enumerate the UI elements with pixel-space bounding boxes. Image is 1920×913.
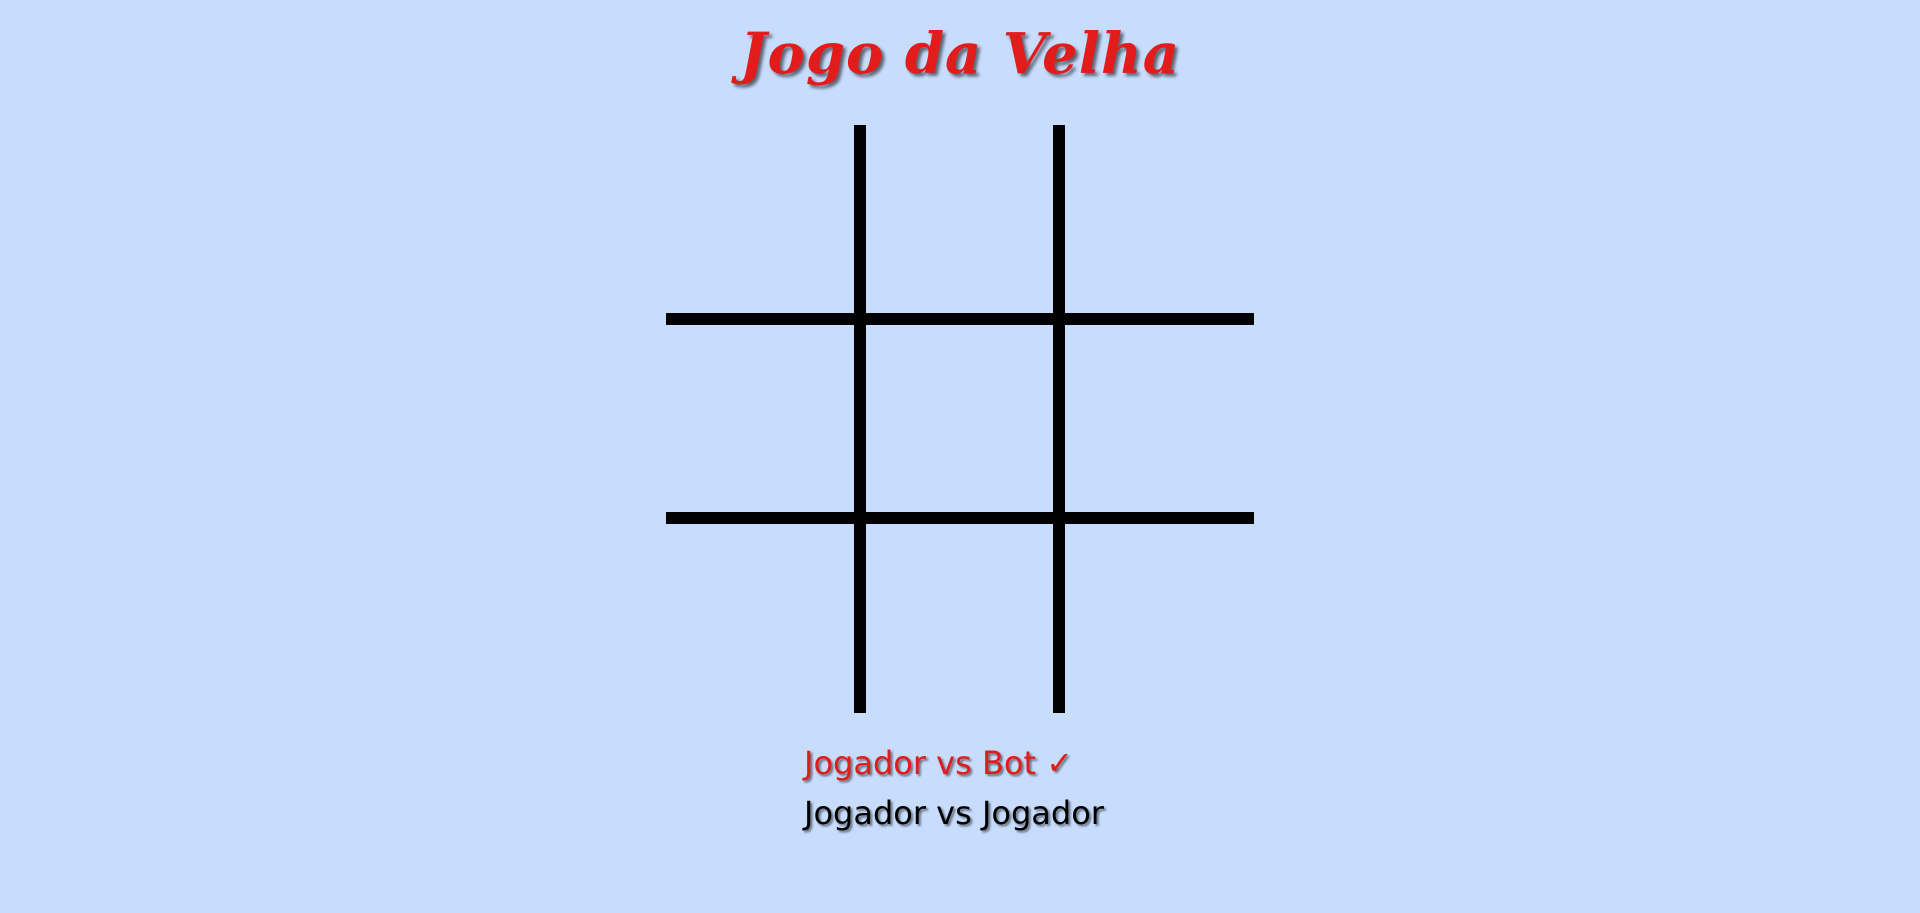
mode-option-player-vs-player[interactable] [804,788,1104,838]
board-cell-8[interactable] [865,523,1055,713]
grid-line-vertical-1 [854,125,866,713]
grid-line-horizontal-1 [666,313,1254,325]
check-icon: ✓ [1046,744,1073,782]
mode-menu [804,738,1104,838]
board-cell-3[interactable] [1064,125,1254,315]
game-board [666,125,1254,713]
mode-option-label: Jogador vs Jogador [804,794,1104,832]
mode-option-player-vs-bot[interactable] [804,738,1104,788]
board-cell-7[interactable] [666,523,856,713]
mode-option-label: Jogador vs Bot [804,744,1037,782]
board-cell-5[interactable] [865,324,1055,514]
board-cell-6[interactable] [1064,324,1254,514]
grid-line-horizontal-2 [666,512,1254,524]
board-cell-2[interactable] [865,125,1055,315]
board-cell-9[interactable] [1064,523,1254,713]
board-cell-1[interactable] [666,125,856,315]
page-title: Jogo da Velha [740,21,1180,87]
board-cell-4[interactable] [666,324,856,514]
grid-line-vertical-2 [1053,125,1065,713]
